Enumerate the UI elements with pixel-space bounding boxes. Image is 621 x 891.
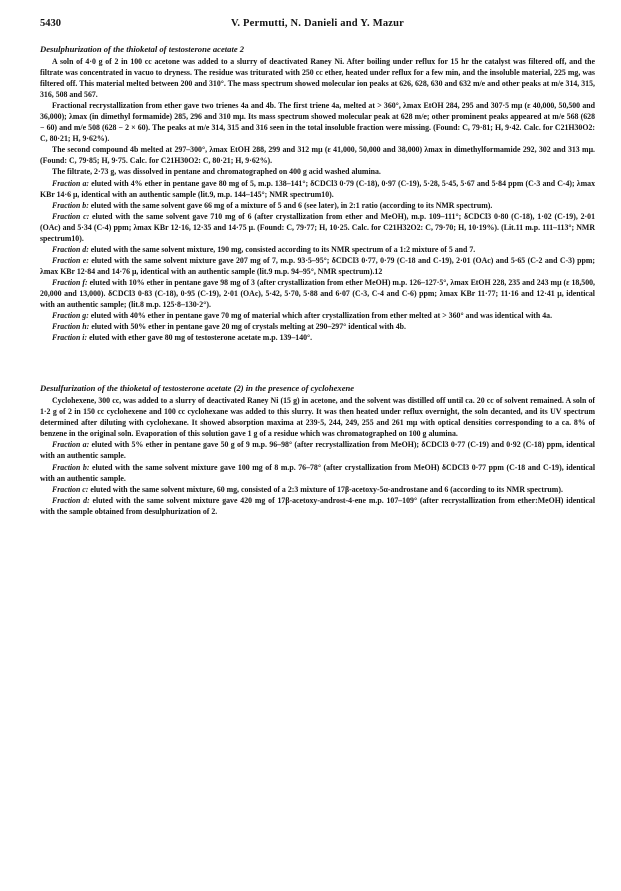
- paragraph-text: eluted with 4% ether in pentane gave 80 mg of 5, m.p. 138–141°; δCDCl3 0·79 (C-18), 0·97 (C-19), 5·28, 5·45, 5·67 and 5·84 ppm (C-3 and C-4); λmax KBr 14·6 μ, identical with an authentic sample (lit.9, m.p. 144–145°; NMR spectrum10).: [40, 178, 596, 199]
- fraction-label: Fraction d:: [52, 495, 90, 505]
- paragraph-text: eluted with 5% ether in pentane gave 50 g of 9 m.p. 96–98° (after recrystallization from MeOH); δCDCl3 0·77 (C-19) and 0·92 (C-18) ppm, identical with an authentic sample.: [40, 440, 595, 461]
- paragraph-text: eluted with 10% ether in pentane gave 98 mg of 3 (after crystallization from ether MeOH) m.p. 126–127·5°, λmax EtOH 228, 235 and 243 mμ (ε 18,500, 20,000 and 13,000). δCDCl3 0·83 (C-18), 0·95 (C-19), 2·01 (OAc), 5·42, 5·70, 5·88 and 6·07 (C-3, C-4 and C-6) ppm; λmax KBr 11·77; 11·16 and 12·41 μ, identical with an authentic sample; (lit.8 m.p. 125·8–130·2°).: [40, 277, 596, 310]
- fraction-label: Fraction b:: [52, 200, 89, 210]
- fraction-label: Fraction g:: [52, 311, 89, 321]
- paragraph: [40, 100, 595, 144]
- paragraph: [40, 395, 595, 439]
- fraction-label: Fraction d:: [52, 244, 89, 254]
- page-header: [40, 18, 595, 34]
- section-body: [40, 56, 595, 343]
- section-title: Desulphurization of the thioketal of testosterone acetate 2: [40, 44, 245, 54]
- paragraph: [40, 178, 595, 200]
- paragraph-text: eluted with the same solvent gave 710 mg of 6 (after crystallization from ether and MeOH), m.p. 109–111°; δCDCl3 0·80 (C-18), 1·02 (C-19), 2·01 (OAc) and 5·34 (C-4) ppm; λmax KBr 12·16, 12·35 and 14·75 μ. (Found: C, 79·77; H, 10·25. Calc. for C21H32O2: C, 79·70; H, 10·19%). (Lit.11 m.p. 111–113°; NMR spectrum10).: [40, 211, 595, 243]
- paragraph-text: eluted with the same solvent mixture gave 100 mg of 8 m.p. 76–78° (after crystallization from MeOH) δCDCl3 0·77 ppm (C-18 and C-19), identical with an authentic sample.: [40, 462, 596, 483]
- paragraph: [40, 56, 595, 100]
- fraction-label: Fraction e:: [52, 255, 89, 265]
- paragraph-text: eluted with 40% ether in pentane gave 70 mg of material which after crystallization from ether melted at > 360° and was identical with 4a.: [90, 311, 553, 321]
- paragraph-text: eluted with the same solvent gave 66 mg of a mixture of 5 and 6 (see later), in 2:1 ratio (according to its NMR spectrum).: [90, 200, 493, 210]
- paragraph-text: eluted with the same solvent mixture, 190 mg, consisted according to its NMR spectrum of a 1:2 mixture of 5 and 7.: [90, 244, 476, 254]
- fraction-label: Fraction h:: [52, 322, 90, 332]
- section-body: [40, 395, 595, 517]
- paragraph: [40, 462, 595, 484]
- paragraph-text: The second compound 4b melted at 297–300°, λmax EtOH 288, 299 and 312 mμ (ε 41,000, 50,000 and 38,000) λmax in dimethylformamide 292, 302 and 313 mμ. (Found: C, 79·85; H, 9·75. Calc. for C21H30O2: C, 80·21; H, 9·62%).: [40, 145, 595, 166]
- paragraph: [40, 321, 595, 332]
- paragraph: [40, 484, 595, 495]
- section-desulphurization: [40, 44, 595, 343]
- journal-page: [40, 18, 595, 517]
- fraction-label: Fraction b:: [52, 462, 90, 472]
- fraction-label: Fraction c:: [52, 211, 90, 221]
- section-title: Desulfurization of the thioketal of testosterone acetate (2) in the presence of cyclohexene: [40, 383, 355, 394]
- paragraph: [40, 255, 595, 277]
- fraction-label: Fraction f:: [52, 277, 88, 287]
- fraction-label: Fraction i:: [52, 333, 88, 343]
- section-desulfurization-cyclohexene: [40, 383, 595, 517]
- paragraph: [40, 332, 595, 343]
- paragraph-text: eluted with ether gave 80 mg of testosterone acetate m.p. 139–140°.: [89, 333, 313, 343]
- fraction-label: Fraction a:: [52, 440, 90, 450]
- paragraph-text: eluted with the same solvent mixture, 60 mg, consisted of a 2:3 mixture of 17β-acetoxy-5α-androstane and 6 (according to its NMR spectrum).: [90, 484, 563, 494]
- paragraph-text: eluted with the same solvent mixture gave 420 mg of 17β-acetoxy-androst-4-ene m.p. 107–109° (after recrystallization from ether:MeOH) identical with the sample obtained from desulphurization of 2.: [40, 495, 595, 516]
- paragraph: [40, 439, 595, 461]
- paragraph-text: Fractional recrystallization from ether gave two trienes 4a and 4b. The first triene 4a, melted at > 360°, λmax EtOH 284, 295 and 307·5 mμ (ε 40,000, 50,500 and 36,000); λmax (in dimethyl formamide) 285, 296 and 310 mμ. Its mass spectrum showed molecular peak at 628 m/e; other prominent peaks appeared at m/e 568 (628 − 60) and m/e 508 (628 − 2 × 60). The peaks at m/e 314, 315 and 316 seen in the total insoluble fraction were missing. (Found: C, 79·81; H, 9·42. Calc. for C21H30O2: C, 80·21; H, 9·62%).: [40, 101, 595, 144]
- paragraph: [40, 144, 595, 166]
- paragraph-text: eluted with 50% ether in pentane gave 20 mg of crystals melting at 290–297° identical with 4b.: [91, 322, 406, 332]
- fraction-label: Fraction a:: [52, 178, 89, 188]
- page-number: 5430: [40, 18, 61, 29]
- paragraph: [40, 200, 595, 211]
- paragraph-text: Cyclohexene, 300 cc, was added to a slurry of deactivated Raney Ni (15 g) in acetone, and the solvent was distilled off until ca. 20 cc of solvent remained. A soln of 1·2 g of 2 in 150 cc cyclohexene and 100 cc cyclohexane was added to this slurry. It was then heated under reflux overnight, the soln decanted, and its UV spectrum determined after diluting with cyclohexane. It showed absorption maxima at 239·5, 244, 249, 255 and 261 mμ with optical densities corresponding to a ca. 8% of benzene in the original soln. Evaporation of this solution gave 1 g of a residue which was chromatographed on 100 g alumina.: [40, 396, 595, 439]
- fraction-label: Fraction c:: [52, 484, 89, 494]
- section-gap: [40, 343, 595, 373]
- paragraph: [40, 244, 595, 255]
- paragraph-text: A soln of 4·0 g of 2 in 100 cc acetone was added to a slurry of deactivated Raney Ni. After boiling under reflux for 15 hr the catalyst was filtered off, and the filtrate was concentrated in vacuo to dryness. The residue was triturated with 250 cc ether, heated under reflux for a few min, and the insoluble material, 225 mg, was filtered off. This material melted between 200 and 310°. The mass spectrum showed molecular ion peaks at 626, 628, 630 and 632 m/e and other peaks at m/e 314, 315, 316, 508 and 567.: [40, 57, 595, 100]
- paragraph: [40, 310, 595, 321]
- paragraph-text: eluted with the same solvent mixture gave 207 mg of 7, m.p. 93·5–95°; δCDCl3 0·77, 0·79 (C-18 and C-19), 2·01 (OAc) and 5·65 (C-2 and C-3) ppm; λmax KBr 12·84 and 14·76 μ, identical with an authentic sample (lit.9 m.p. 94–95°, NMR spectrum).12: [40, 255, 595, 276]
- paragraph: [40, 277, 595, 310]
- paragraph: [40, 211, 595, 244]
- paragraph-text: The filtrate, 2·73 g, was dissolved in pentane and chromatographed on 400 g acid washed alumina.: [52, 167, 381, 177]
- running-head-authors: V. Permutti, N. Danieli and Y. Mazur: [230, 18, 405, 29]
- paragraph: [40, 495, 595, 517]
- paragraph: [40, 166, 595, 177]
